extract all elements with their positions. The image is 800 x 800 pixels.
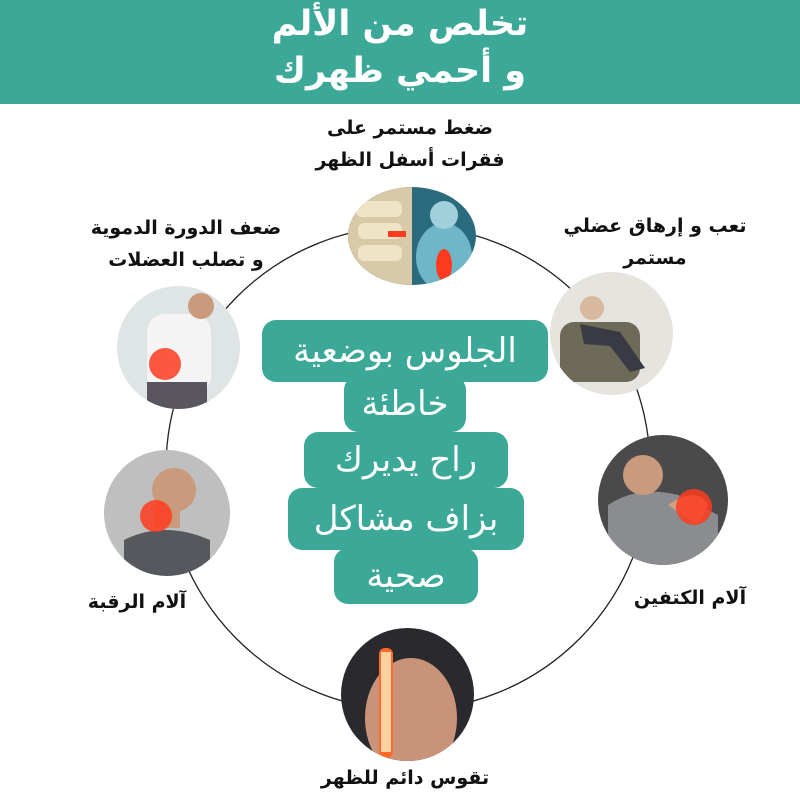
man-holding-side-photo bbox=[117, 286, 240, 409]
header-title-line2: و أحمي ظهرك bbox=[273, 51, 527, 91]
center-message-line2: خاطئة bbox=[344, 376, 466, 432]
tired-man-chair-photo bbox=[550, 272, 673, 395]
label-poor-circulation bbox=[66, 212, 306, 276]
label-lower-back-pressure-line2: فقرات أسفل الظهر bbox=[315, 149, 505, 171]
label-muscle-fatigue-line1: تعب و إرهاق عضلي bbox=[563, 215, 747, 237]
spine-vertebrae-photo bbox=[348, 187, 476, 285]
label-poor-circulation-line1: ضعف الدورة الدموية bbox=[90, 217, 282, 239]
label-shoulder-pain: آلام الكتفين bbox=[633, 587, 747, 609]
label-muscle-fatigue-line2: مستمر bbox=[623, 247, 687, 269]
label-back-curvature: تقوس دائم للظهر bbox=[320, 767, 490, 789]
label-poor-circulation-line2: و تصلب العضلات bbox=[108, 249, 264, 271]
header-title-line1: تخلص من الألم bbox=[271, 4, 529, 44]
center-message-line1: الجلوس بوضعية bbox=[262, 320, 548, 382]
label-neck-pain: آلام الرقبة bbox=[87, 591, 187, 613]
label-lower-back-pressure-line1: ضغط مستمر على bbox=[326, 117, 494, 139]
back-curvature-photo bbox=[341, 628, 474, 761]
shoulder-pain-photo bbox=[598, 435, 728, 565]
label-muscle-fatigue bbox=[540, 210, 770, 274]
label-lower-back-pressure bbox=[290, 112, 530, 176]
center-message-line5: صحية bbox=[334, 548, 478, 604]
center-message-line4: بزاف مشاكل bbox=[288, 488, 524, 550]
neck-pain-photo bbox=[104, 450, 230, 576]
center-message-line3: راح يديرك bbox=[304, 432, 508, 488]
